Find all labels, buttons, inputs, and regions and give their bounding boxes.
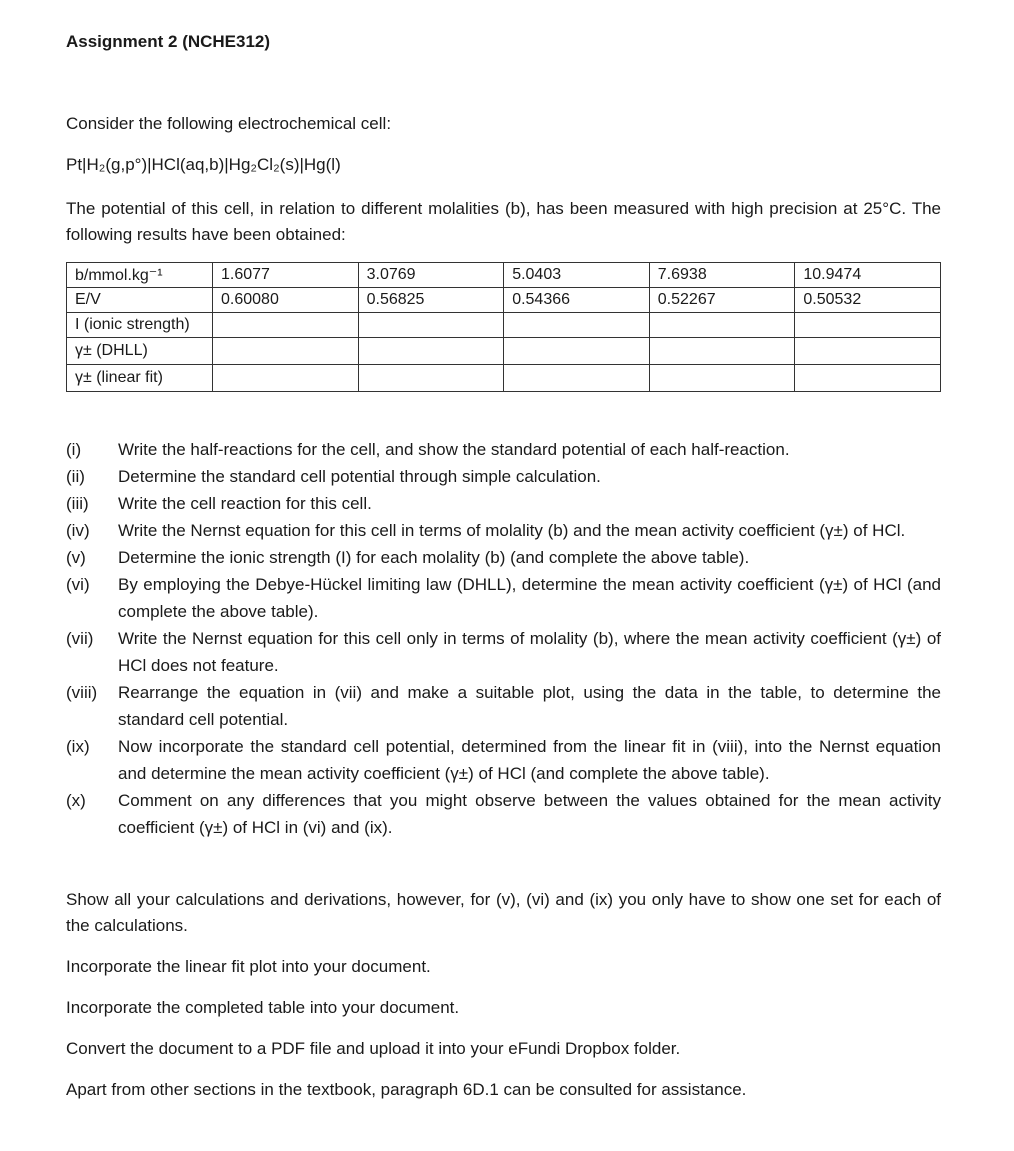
question-number: (ix)	[66, 737, 90, 756]
table-cell	[795, 313, 941, 338]
question-number: (x)	[66, 791, 86, 810]
table-cell	[358, 365, 504, 392]
table-cell: 0.56825	[358, 288, 504, 313]
table-cell	[649, 338, 795, 365]
row-label: γ± (DHLL)	[67, 338, 213, 365]
question-number: (vii)	[66, 629, 94, 648]
row-label: γ± (linear fit)	[67, 365, 213, 392]
question-text: Determine the standard cell potential through simple calculation.	[118, 467, 601, 486]
question-text: Write the cell reaction for this cell.	[118, 494, 372, 513]
table-cell: 3.0769	[358, 263, 504, 288]
question-number: (ii)	[66, 467, 85, 486]
question-item	[66, 517, 941, 544]
table-cell	[504, 365, 650, 392]
question-number: (vi)	[66, 575, 90, 594]
question-item	[66, 787, 941, 841]
plot-instruction: Incorporate the linear fit plot into your document.	[66, 957, 431, 976]
question-item	[66, 544, 941, 571]
question-text: Write the Nernst equation for this cell only in terms of molality (b), where the mean activity coefficient (γ±) of HCl does not feature.	[118, 629, 941, 675]
table-cell: 0.50532	[795, 288, 941, 313]
question-text: Comment on any differences that you might observe between the values obtained for the mean activity coefficient (γ±) of HCl in (vi) and (ix).	[118, 791, 941, 837]
table-cell: 5.0403	[504, 263, 650, 288]
table-row	[67, 313, 941, 338]
question-item	[66, 625, 941, 679]
question-text: Rearrange the equation in (vii) and make a suitable plot, using the data in the table, to determine the standard cell potential.	[118, 683, 941, 729]
question-number: (v)	[66, 548, 86, 567]
question-number: (i)	[66, 440, 82, 459]
table-cell	[504, 313, 650, 338]
table-cell	[504, 338, 650, 365]
question-item	[66, 490, 941, 517]
question-text: Write the Nernst equation for this cell in terms of molality (b) and the mean activity coefficient (γ±) of HCl.	[118, 521, 906, 540]
results-table	[66, 262, 941, 392]
question-number: (iii)	[66, 494, 89, 513]
table-instruction: Incorporate the completed table into your document.	[66, 998, 460, 1017]
row-label: E/V	[67, 288, 213, 313]
table-cell	[213, 365, 359, 392]
question-number: (viii)	[66, 683, 98, 702]
table-cell	[213, 313, 359, 338]
table-row	[67, 263, 941, 288]
table-row	[67, 338, 941, 365]
table-cell	[358, 338, 504, 365]
question-item	[66, 679, 941, 733]
question-text: Now incorporate the standard cell potential, determined from the linear fit in (viii), into the Nernst equation and determine the mean activity coefficient (γ±) of HCl (and complete the above table).	[118, 737, 941, 783]
question-number: (iv)	[66, 521, 90, 540]
table-cell: 0.60080	[213, 288, 359, 313]
table-cell	[795, 365, 941, 392]
table-row	[67, 365, 941, 392]
row-label: b/mmol.kg⁻¹	[67, 263, 213, 288]
reference-instruction: Apart from other sections in the textbook, paragraph 6D.1 can be consulted for assistance.	[66, 1080, 747, 1099]
question-item	[66, 571, 941, 625]
description-paragraph: The potential of this cell, in relation to different molalities (b), has been measured with high precision at 25°C. The following results have been obtained:	[66, 199, 941, 244]
table-cell	[649, 313, 795, 338]
table-cell: 0.52267	[649, 288, 795, 313]
cell-notation: Pt|H₂(g,p°)|HCl(aq,b)|Hg₂Cl₂(s)|Hg(l)	[66, 155, 341, 174]
calculations-instruction: Show all your calculations and derivations, however, for (v), (vi) and (ix) you only have to show one set for each of the calculations.	[66, 890, 941, 935]
question-text: Write the half-reactions for the cell, and show the standard potential of each half-reaction.	[118, 440, 790, 459]
question-item	[66, 463, 941, 490]
question-item	[66, 436, 941, 463]
table-cell	[649, 365, 795, 392]
question-list	[66, 436, 941, 841]
question-text: By employing the Debye-Hückel limiting law (DHLL), determine the mean activity coefficient (γ±) of HCl (and complete the above table).	[118, 575, 941, 621]
table-cell	[795, 338, 941, 365]
table-cell: 1.6077	[213, 263, 359, 288]
table-cell: 0.54366	[504, 288, 650, 313]
table-cell: 10.9474	[795, 263, 941, 288]
table-cell	[358, 313, 504, 338]
table-cell: 7.6938	[649, 263, 795, 288]
table-cell	[213, 338, 359, 365]
page-title: Assignment 2 (NCHE312)	[66, 32, 271, 51]
question-item	[66, 733, 941, 787]
convert-instruction: Convert the document to a PDF file and upload it into your eFundi Dropbox folder.	[66, 1039, 681, 1058]
table-row	[67, 288, 941, 313]
row-label: I (ionic strength)	[67, 313, 213, 338]
intro-text: Consider the following electrochemical cell:	[66, 114, 392, 133]
question-text: Determine the ionic strength (I) for each molality (b) (and complete the above table).	[118, 548, 750, 567]
